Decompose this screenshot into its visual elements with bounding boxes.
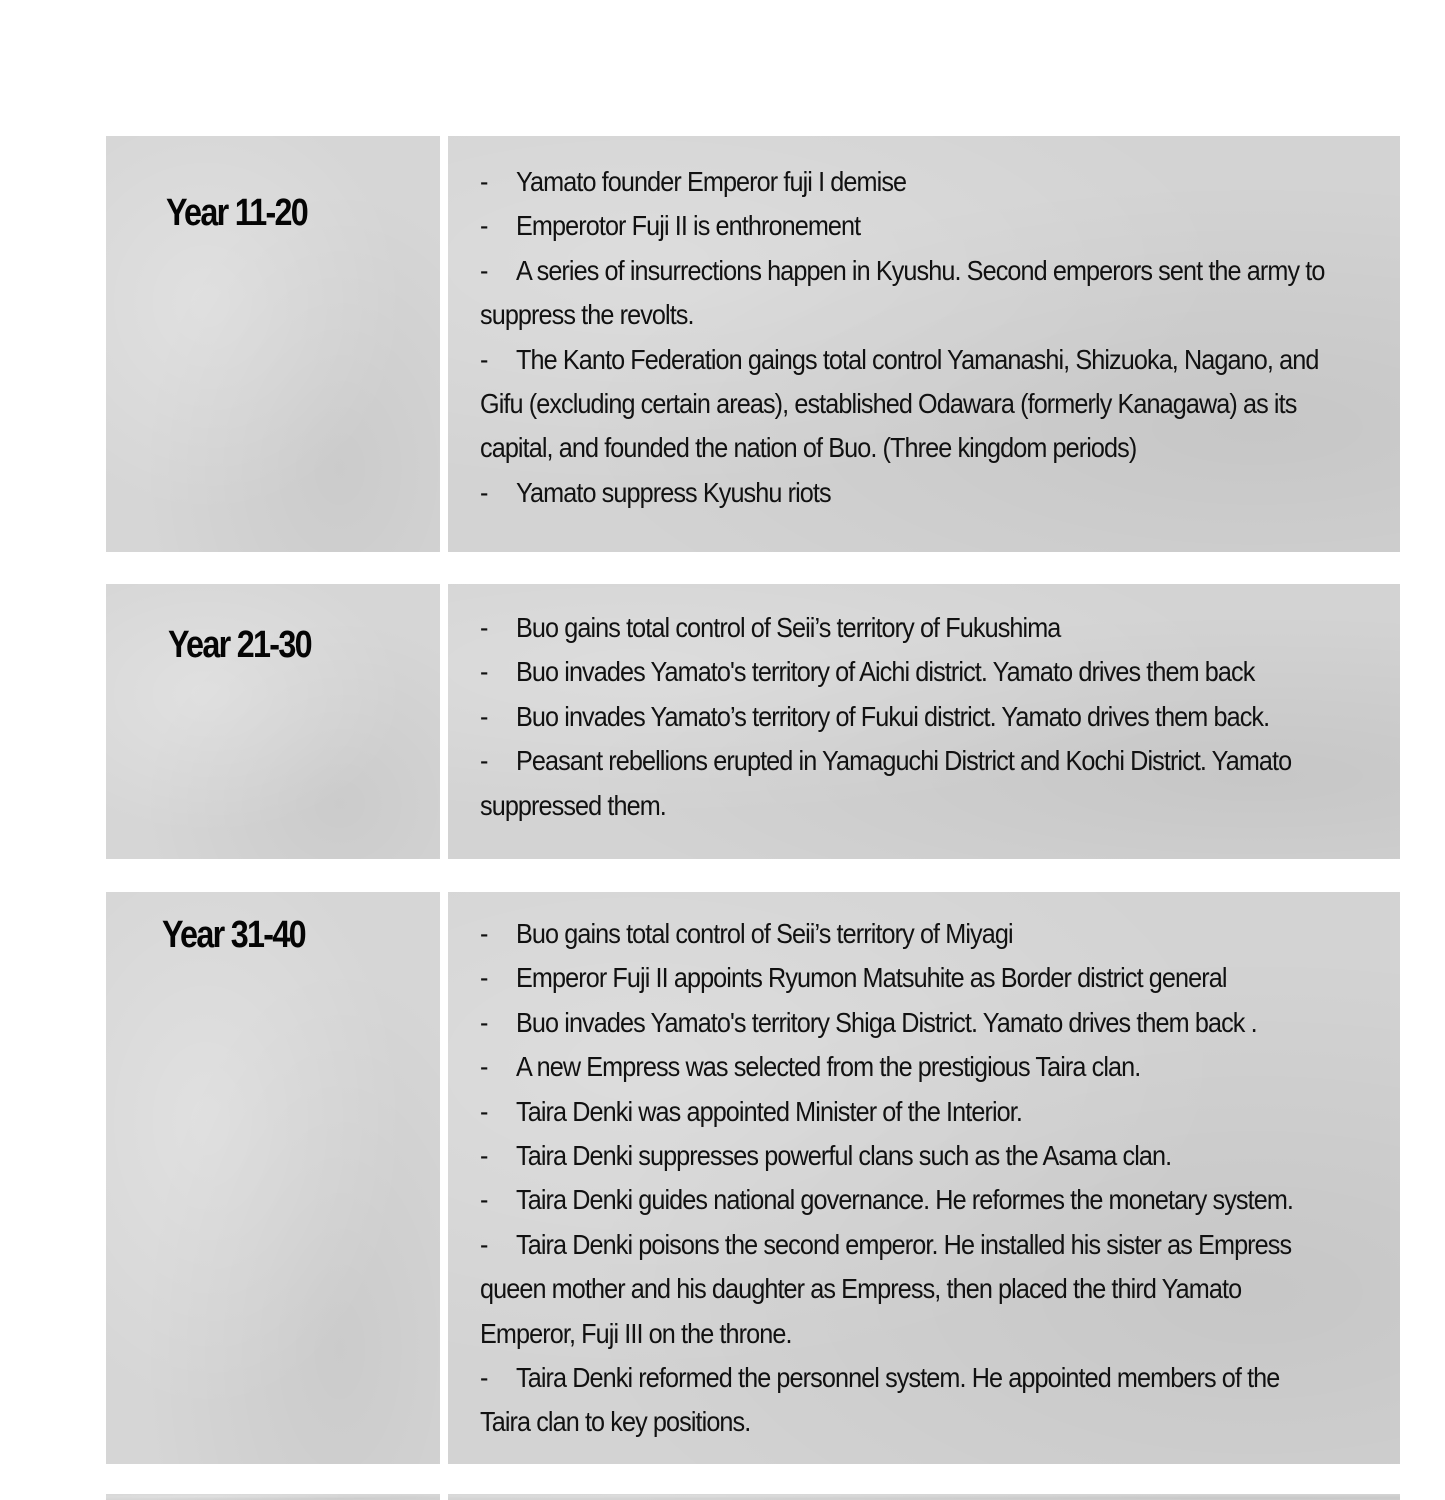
year-cell — [106, 584, 440, 859]
event-text: Emperotor Fuji II is enthronement — [516, 210, 861, 242]
event-item — [480, 1178, 1326, 1222]
event-item — [480, 650, 1326, 694]
event-text: A new Empress was selected from the prestigious Taira clan. — [516, 1051, 1141, 1083]
event-text: Emperor Fuji II appoints Ryumon Matsuhite as Border district general — [516, 962, 1227, 994]
list-marker: - — [480, 700, 488, 732]
list-marker: - — [480, 962, 488, 994]
list-marker: - — [480, 612, 488, 643]
event-list — [480, 912, 1326, 1445]
event-item — [480, 1134, 1326, 1178]
list-marker: - — [480, 343, 488, 375]
list-marker: - — [480, 745, 488, 777]
year-label: Year 21-30 — [168, 624, 311, 666]
event-text: Taira Denki was appointed Minister of the Interior. — [516, 1095, 1022, 1127]
list-marker: - — [480, 166, 488, 197]
event-item — [480, 1090, 1326, 1134]
year-cell — [106, 892, 440, 1464]
event-text: Buo invades Yamato's territory of Aichi district. Yamato drives them back — [516, 656, 1255, 688]
event-item — [480, 956, 1326, 1000]
event-item — [480, 1223, 1326, 1356]
event-item — [480, 160, 1326, 204]
list-marker: - — [480, 1095, 488, 1127]
year-cell — [106, 1494, 440, 1500]
event-text: The Kanto Federation gaings total control Yamanashi, Shizuoka, Nagano, and Gifu (excluding certain areas), established Odawara (formerly Kanagawa) as its capital, and founded the nation of Buo. (Three kingdom periods) — [480, 343, 1319, 464]
event-text: Buo gains total control of Seii’s territory of Fukushima — [516, 612, 1061, 643]
list-marker: - — [480, 1184, 488, 1216]
list-marker: - — [480, 1051, 488, 1083]
list-marker: - — [480, 210, 488, 242]
events-cell — [448, 1494, 1400, 1500]
year-label: Year 11-20 — [166, 192, 308, 234]
event-list — [480, 160, 1326, 515]
event-text: Taira Denki reformed the personnel system. He appointed members of the Taira clan to key positions. — [480, 1362, 1280, 1438]
event-item — [480, 695, 1326, 739]
event-text: Yamato founder Emperor fuji I demise — [516, 166, 907, 197]
year-label: Year 31-40 — [162, 914, 305, 956]
event-text: Taira Denki guides national governance. He reformes the monetary system. — [516, 1184, 1294, 1216]
event-text: Yamato suppress Kyushu riots — [516, 476, 831, 508]
list-marker: - — [480, 918, 488, 949]
year-cell — [106, 136, 440, 552]
event-item — [480, 1356, 1326, 1445]
event-text: Taira Denki poisons the second emperor. He installed his sister as Empress queen mother and his daughter as Empress, then placed the third Yamato Emperor, Fuji III on the throne. — [480, 1228, 1292, 1349]
event-text: A series of insurrections happen in Kyushu. Second emperors sent the army to suppress the revolts. — [480, 254, 1325, 331]
list-marker: - — [480, 476, 488, 508]
timeline-row — [106, 584, 1400, 859]
timeline-row-partial — [106, 1494, 1400, 1500]
timeline-row — [106, 892, 1400, 1464]
event-text: Taira Denki suppresses powerful clans such as the Asama clan. — [516, 1140, 1172, 1172]
event-item — [480, 249, 1326, 338]
event-item — [480, 739, 1326, 828]
timeline-row — [106, 136, 1400, 552]
event-item — [480, 1045, 1326, 1089]
events-cell — [448, 892, 1400, 1464]
event-item — [480, 1001, 1326, 1045]
event-item — [480, 912, 1326, 956]
event-item — [480, 471, 1326, 515]
event-text: Buo invades Yamato’s territory of Fukui district. Yamato drives them back. — [516, 700, 1270, 732]
event-text: Buo invades Yamato's territory Shiga District. Yamato drives them back . — [516, 1006, 1257, 1038]
event-list — [480, 606, 1326, 828]
list-marker: - — [480, 1228, 488, 1260]
event-text: Buo gains total control of Seii’s territory of Miyagi — [516, 918, 1013, 949]
list-marker: - — [480, 1006, 488, 1038]
event-item — [480, 606, 1326, 650]
events-cell — [448, 136, 1400, 552]
list-marker: - — [480, 1140, 488, 1172]
event-text: Peasant rebellions erupted in Yamaguchi District and Kochi District. Yamato suppressed them. — [480, 745, 1292, 821]
event-item — [480, 338, 1326, 471]
list-marker: - — [480, 1362, 488, 1394]
event-item — [480, 204, 1326, 248]
list-marker: - — [480, 656, 488, 688]
events-cell — [448, 584, 1400, 859]
list-marker: - — [480, 254, 488, 286]
